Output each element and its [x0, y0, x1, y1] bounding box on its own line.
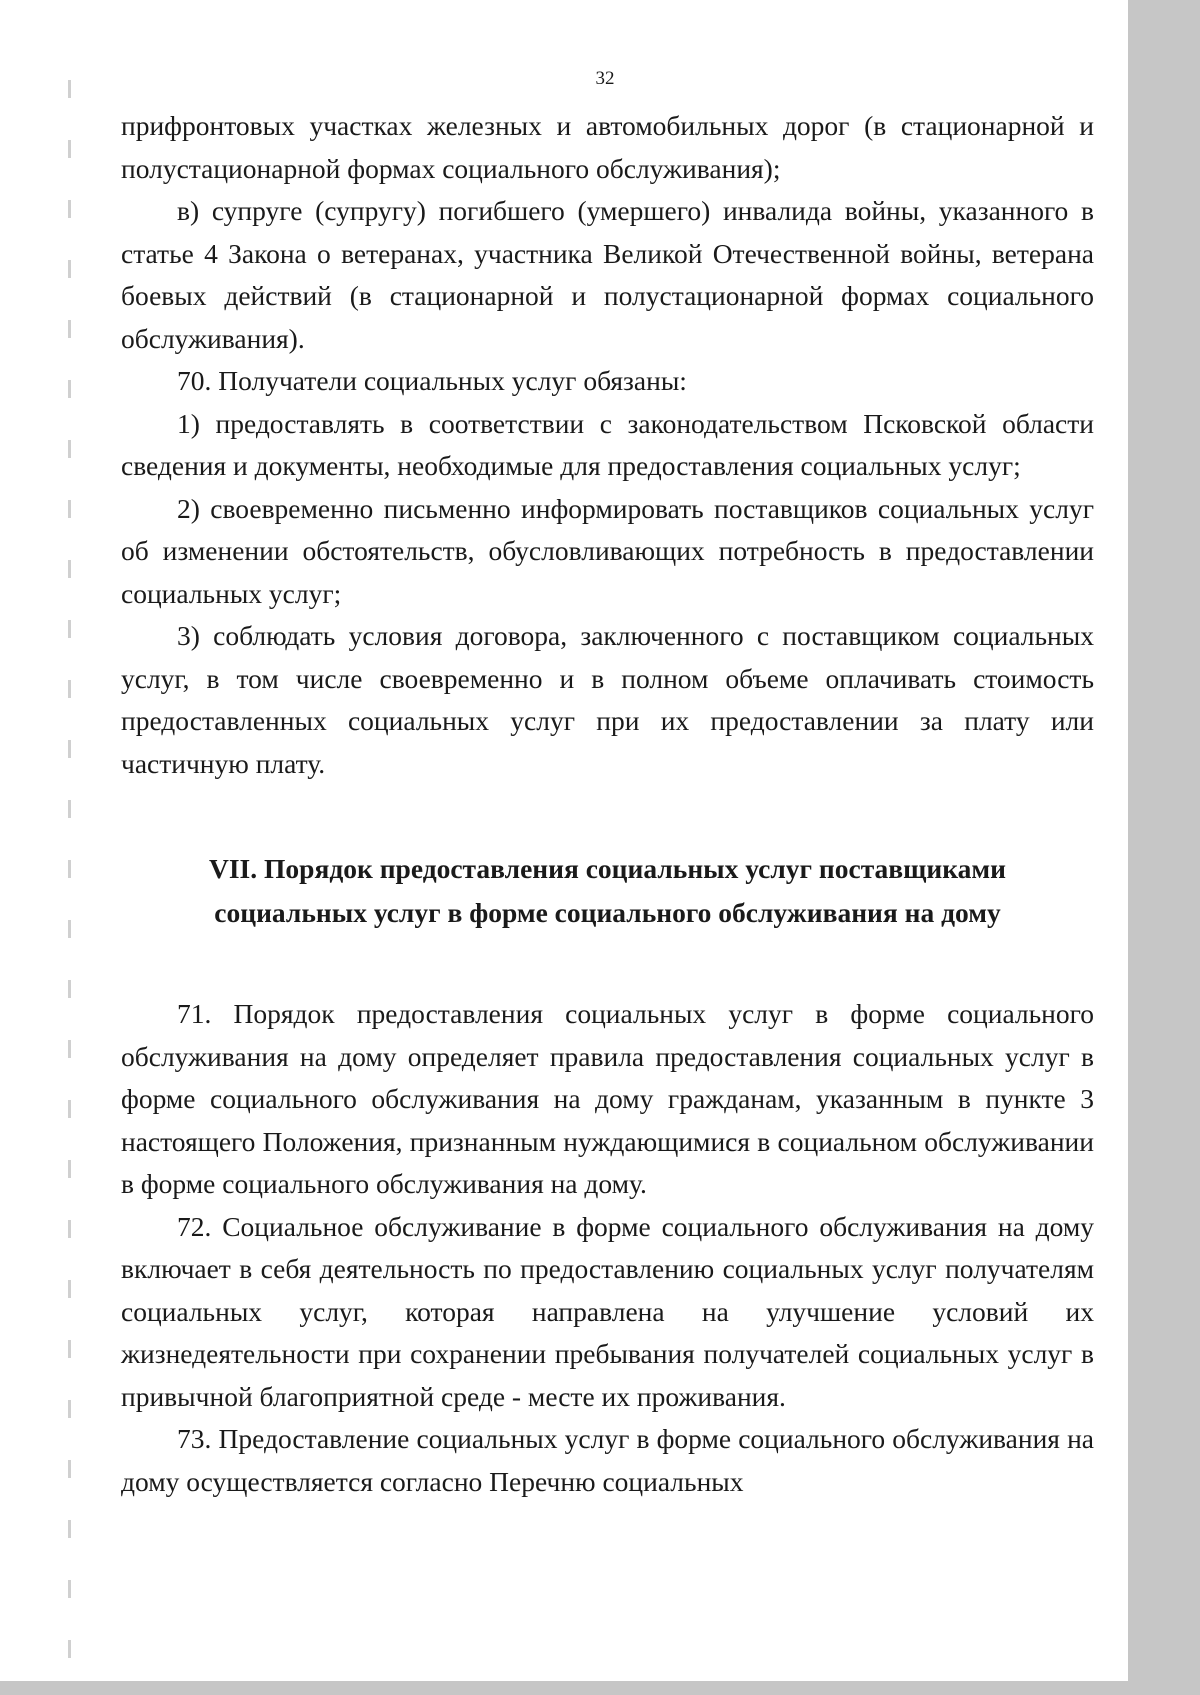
paragraph-70: 70. Получатели социальных услуг обязаны:	[177, 365, 687, 396]
scan-border-right	[1128, 0, 1200, 1695]
paragraph-70-item-3: 3) соблюдать условия договора, заключенного с поставщиком социальных услуг, в том числе своевременно и в полном объеме оплачивать стоимость предоставленных социальных услуг при их предоставлении за плату или частичную плату.	[121, 620, 1094, 779]
section-heading-line-1: VII. Порядок предоставления социальных услуг поставщиками	[209, 853, 1006, 884]
page-number: 32	[595, 68, 615, 89]
paragraph-73: 73. Предоставление социальных услуг в форме социального обслуживания на дому осуществляется согласно Перечню социальных	[121, 1423, 1094, 1497]
paragraph-item-v: в) супруге (супругу) погибшего (умершего) инвалида войны, указанного в статье 4 Закона о ветеранах, участника Великой Отечественной войны, ветерана боевых действий (в стационарной и полустационарной формах социального обслуживания).	[121, 195, 1094, 354]
paragraph-continuation: прифронтовых участках железных и автомобильных дорог (в стационарной и полустационарной формах социального обслуживания);	[121, 110, 1094, 184]
document-body	[121, 105, 1094, 1503]
scan-edge-marks	[68, 80, 71, 1680]
paragraph-70-item-1: 1) предоставлять в соответствии с законодательством Псковской области сведения и документы, необходимые для предоставления социальных услуг;	[121, 407, 1094, 481]
paragraph-71: 71. Порядок предоставления социальных услуг в форме социального обслуживания на дому определяет правила предоставления социальных услуг в форме социального обслуживания на дому гражданам, указанным в пункте 3 настоящего Положения, признанным нуждающимися в социальном обслуживании в форме социального обслуживания на дому.	[121, 998, 1094, 1199]
scan-border-bottom	[0, 1681, 1200, 1695]
paragraph-72: 72. Социальное обслуживание в форме социального обслуживания на дому включает в себя деятельность по предоставлению социальных услуг получателям социальных услуг, которая направлена на улучшение условий их жизнедеятельности при сохранении пребывания получателей социальных услуг в привычной благоприятной среде - месте их проживания.	[121, 1210, 1094, 1412]
section-heading-line-2: социальных услуг в форме социального обслуживания на дому	[214, 897, 1001, 928]
section-heading	[121, 847, 1094, 935]
paragraph-70-item-2: 2) своевременно письменно информировать поставщиков социальных услуг об изменении обстоятельств, обусловливающих потребность в предоставлении социальных услуг;	[121, 492, 1094, 609]
